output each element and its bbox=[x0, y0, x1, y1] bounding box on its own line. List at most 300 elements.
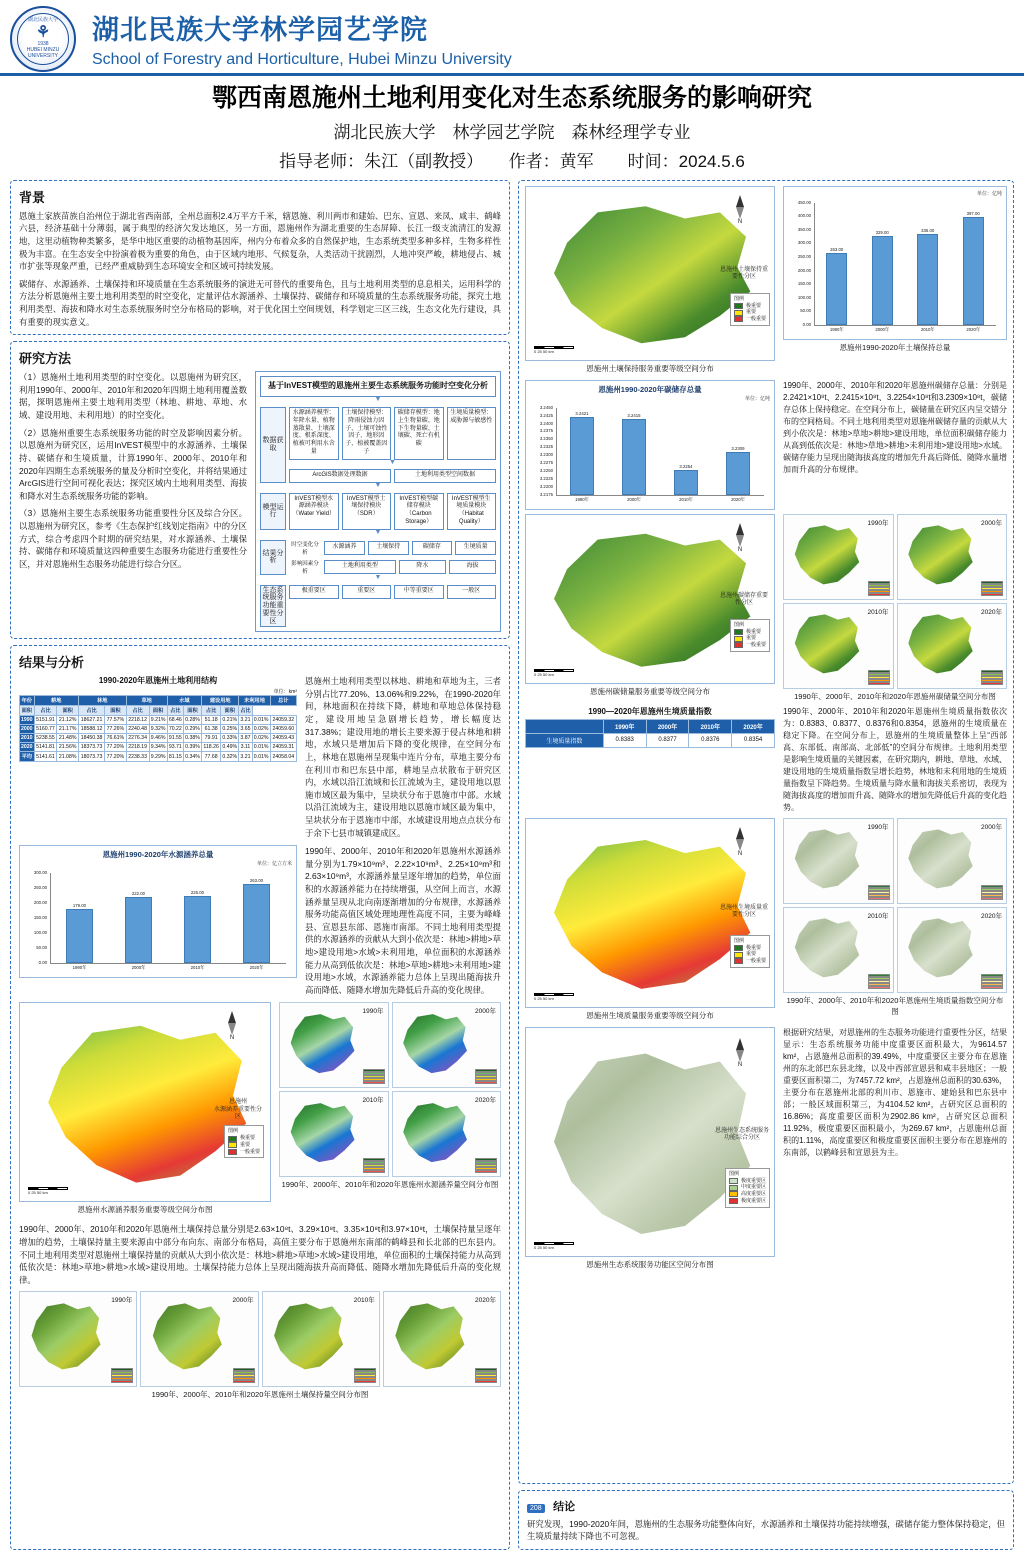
sub-pct-1: 占比 bbox=[34, 706, 57, 716]
zone-paragraph: 根据研究结果，对恩施州的生态服务功能进行重要性分区，结果显示：生态系统服务功能中度重要区面积最大，为9614.57 km²，占恩施州总面积的39.49%，中度重要区主要分布在恩施州的东北部巴东县北缘，以及中西部宣恩县和咸丰县地区；一般重要区面积第二，为7457.72 km²，占恩施州总面积的30.63%，主要分布在恩施州北部的利川市、恩施市、建始县和巴东县中部；一般区域面积第三，为4104.52 km²，占研究区总面积的16.86%；高度重要区面积为2902.86 km²，占研究区总面积11.92%，极度重要区面积最小，为269.67 km²，占恩施州总面积的1.11%，高度重要区和极度重要区面积主要分布在恩施州的东南部，以鹤峰县和宣恩县为主。 bbox=[783, 1027, 1007, 1157]
chart-x-axis bbox=[814, 325, 996, 326]
table-cell: 70.22 bbox=[168, 726, 182, 733]
flow-box-soil-model: 土壤保持模型：降雨侵蚀力因子、土壤可蚀性因子、地形因子、植被覆盖因子 bbox=[342, 407, 392, 460]
sub-area-3: 面积 bbox=[105, 706, 127, 716]
sm-legend bbox=[363, 1158, 385, 1173]
chart-y-tick: 300.00 bbox=[797, 240, 811, 246]
compass-needle-south-icon bbox=[736, 839, 744, 851]
compass-needle-icon bbox=[736, 1038, 744, 1050]
table-cell: 24059.43 bbox=[270, 734, 296, 743]
legend-title-habitat: 图例 bbox=[733, 937, 744, 944]
compass-icon-zone bbox=[736, 1038, 744, 1068]
chart-y-tick: 3.2225 bbox=[539, 475, 553, 481]
sm-habitat-1990 bbox=[783, 818, 894, 904]
legend-label-important: 重要 bbox=[745, 309, 756, 316]
chart-bar bbox=[872, 236, 893, 325]
row-year: 2020 bbox=[20, 744, 33, 751]
map-zone-caption: 恩施州生态系统服务功能区空间分布图 bbox=[586, 1259, 714, 1269]
scalebar-soil: 0 25 50 km bbox=[534, 346, 574, 354]
legend-row-general bbox=[734, 316, 766, 323]
chart-bar bbox=[570, 417, 594, 495]
legend-label-critical: 极重要 bbox=[239, 1135, 255, 1142]
sm-map-shape bbox=[904, 914, 976, 980]
hq-value-2020: 0.8354 bbox=[732, 733, 775, 747]
legend-row-important bbox=[734, 635, 766, 642]
chart-y-axis bbox=[556, 408, 557, 495]
chart-x-axis bbox=[556, 495, 764, 496]
sm-year-label: 2000年 bbox=[232, 1296, 254, 1304]
chart-bar-value: 225.00 bbox=[190, 889, 205, 895]
map-habitat-importance bbox=[525, 818, 775, 1008]
habitat-small-multiples bbox=[783, 818, 1007, 993]
map-carbon-importance bbox=[525, 514, 775, 684]
water-small-multiples-caption: 1990年、2000年、2010年和2020年恩施州水源涵养量空间分布图 bbox=[281, 1180, 499, 1190]
sm-year-label: 2020年 bbox=[981, 912, 1002, 920]
logo-mark-icon: ⚘ bbox=[35, 24, 51, 42]
table-cell: 61.38 bbox=[202, 725, 221, 734]
table-cell: 18627.21 bbox=[78, 716, 104, 725]
sm-carbon-2020 bbox=[897, 603, 1008, 689]
flow-label-factors: 影响因素分析 bbox=[291, 560, 319, 575]
flow-box-carbon-model: 碳储存模型：地上生物量碳、地下生物量碳、土壤碳、死亡有机碳 bbox=[394, 407, 444, 460]
chart-y-tick: 3.2175 bbox=[539, 491, 553, 497]
table-cell: 2238.33 bbox=[126, 752, 149, 762]
page-number-badge: 208 bbox=[527, 1504, 545, 1513]
sm-soil-1990 bbox=[19, 1291, 137, 1387]
chart-bar bbox=[963, 217, 984, 325]
section-results bbox=[10, 645, 510, 1550]
flow-box-landuse-type: 土地利用类型 bbox=[324, 560, 396, 574]
chart-x-tick: 2000年 bbox=[627, 496, 641, 502]
sub-area-5: 面积 bbox=[183, 706, 201, 716]
university-name-cn: 湖北民族大学林学园艺学院 bbox=[92, 15, 428, 45]
chart-y-tick: 3.2200 bbox=[539, 483, 553, 489]
sm-carbon-2010 bbox=[783, 603, 894, 689]
section-background bbox=[10, 180, 510, 335]
flow-box-zone-moderate: 中等重要区 bbox=[394, 585, 444, 599]
chart-x-tick: 2000年 bbox=[875, 326, 890, 332]
table-cell: 77.26% bbox=[106, 726, 125, 733]
table-cell: 0.38% bbox=[185, 735, 200, 742]
sm-map-shape bbox=[391, 1299, 468, 1372]
chart-bar bbox=[184, 896, 211, 964]
chart-x-tick: 2020年 bbox=[249, 965, 264, 971]
sm-year-label: 2000年 bbox=[981, 519, 1002, 527]
chart-y-tick: 3.2325 bbox=[539, 444, 553, 450]
sm-water-2000 bbox=[392, 1002, 502, 1088]
sm-year-label: 2010年 bbox=[867, 912, 889, 920]
sm-legend bbox=[981, 974, 1003, 989]
chart-bar bbox=[125, 897, 152, 964]
logo-year: 1938 bbox=[37, 41, 49, 48]
sm-carbon-1990 bbox=[783, 514, 894, 600]
chart-bar-value: 3.2254 bbox=[679, 463, 693, 469]
table-row bbox=[20, 752, 297, 762]
sub-area-4: 面积 bbox=[149, 706, 167, 716]
soil-paragraph: 1990年、2000年、2010年和2020年恩施州土壤保持总量分别是2.63×10⁸t、3.29×10⁸t、3.35×10⁸t和3.97×10⁸t，土壤保持量呈逐年增加的趋势，土壤保持量主要来源由中部分布向东、南部分布格局，高值主要分布于恩施州东南部的鹤峰县和长北部的巴东县内。不同土地利用类型对恩施州土壤保持量的贡献从大到小依次是：林地>耕地>草地>水域>建设用地，单位面积的土壤保持能力从高到低依次是：林地>草地>耕地>水域>建设用地。土壤保持能力总体上呈现出随海拔升高而降低、随降水增加先降低后升高的变化规律。 bbox=[19, 1224, 501, 1285]
sm-legend bbox=[868, 885, 890, 900]
section-background-title: 背景 bbox=[19, 187, 45, 206]
sm-habitat-2010 bbox=[783, 907, 894, 993]
table-cell: 0.33% bbox=[222, 735, 238, 742]
table-cell: 2218.19 bbox=[126, 743, 149, 752]
table-cell: 21.48% bbox=[58, 735, 77, 742]
flow-box-habitat-quality: 生境质量 bbox=[455, 541, 496, 555]
flow-side-data: 数据获取 bbox=[260, 407, 286, 483]
table-cell: 2276.34 bbox=[126, 734, 149, 743]
row-year: 平均 bbox=[20, 752, 35, 762]
chart-bar-value: 3.2309 bbox=[731, 446, 745, 452]
sm-map-shape bbox=[399, 1099, 470, 1165]
landuse-table bbox=[19, 695, 297, 762]
landuse-table-unit: 单位：km² bbox=[273, 689, 297, 696]
table-row bbox=[20, 716, 297, 725]
sub-area-1: 面积 bbox=[20, 706, 35, 716]
hq-col-2010: 2010年 bbox=[689, 719, 732, 733]
water-small-multiples bbox=[279, 1002, 501, 1177]
table-cell: 18450.38 bbox=[78, 734, 104, 743]
scalebar-habitat: 0 25 50 km bbox=[534, 993, 574, 1001]
sm-carbon-2000 bbox=[897, 514, 1008, 600]
hq-table bbox=[525, 719, 775, 748]
hq-col-2000: 2000年 bbox=[646, 719, 689, 733]
table-cell: 18588.12 bbox=[78, 725, 104, 734]
table-cell: 93.71 bbox=[168, 744, 182, 751]
chart-bar-value: 222.00 bbox=[131, 890, 146, 896]
chart-y-tick: 3.2350 bbox=[539, 436, 553, 442]
habitat-small-multiples-caption: 1990年、2000年、2010年和2020年恩施州生境质量指数空间分布图 bbox=[786, 995, 1004, 1016]
page-title: 鄂西南恩施州土地利用变化对生态系统服务的影响研究 bbox=[211, 84, 812, 112]
chart-y-tick: 200.00 bbox=[33, 900, 47, 906]
chart-bar-value: 263.00 bbox=[249, 878, 264, 884]
chart-y-tick: 250.00 bbox=[33, 885, 47, 891]
section-results-right bbox=[518, 180, 1014, 1484]
map-habitat-inner-title: 恩施州生境质量重要性分区 bbox=[719, 904, 768, 919]
compass-needle-icon bbox=[228, 1011, 236, 1023]
table-cell: 3.21 bbox=[240, 753, 251, 760]
sm-year-label: 2000年 bbox=[475, 1008, 496, 1016]
legend-label-zone-4: 极度重要区 bbox=[740, 1197, 766, 1204]
flow-box-arcgis: ArcGIS数据处理数据 bbox=[289, 469, 391, 483]
flow-box-zone-critical: 极重要区 bbox=[289, 585, 339, 599]
sm-legend bbox=[868, 974, 890, 989]
conclusion-text: 研究发现，1990-2020年间，恩施州的生态服务功能整体向好，水源涵养和土壤保持功能持续增强，碳储存能力整体保持稳定，但生境质量持续下降也不可忽视。 bbox=[527, 1518, 1005, 1542]
sm-map-shape bbox=[904, 825, 976, 891]
legend-row-zone-3 bbox=[729, 1191, 766, 1198]
sm-legend bbox=[233, 1368, 255, 1383]
flow-arrow-1: ▼ bbox=[374, 396, 382, 404]
right-column bbox=[518, 180, 1014, 1550]
table-cell: 9.46% bbox=[150, 735, 166, 742]
chart-y-tick: 0.00 bbox=[38, 960, 47, 966]
sm-legend bbox=[354, 1368, 376, 1383]
table-cell: 118.26 bbox=[203, 744, 219, 751]
hq-value-1990: 0.8383 bbox=[603, 733, 646, 747]
chart-soil-unit: 单位：亿吨 bbox=[976, 190, 1002, 197]
col-forest: 林地 bbox=[78, 696, 126, 706]
sub-pct-2: 占比 bbox=[78, 706, 104, 716]
chart-x-tick: 2020年 bbox=[966, 326, 981, 332]
row-year: 1990 bbox=[20, 717, 33, 724]
table-cell: 0.49% bbox=[222, 744, 238, 751]
sm-legend bbox=[475, 1069, 497, 1084]
table-cell: 3.11 bbox=[240, 744, 251, 751]
table-cell: 68.46 bbox=[168, 717, 182, 724]
sm-soil-2010 bbox=[262, 1291, 380, 1387]
table-cell: 24059.31 bbox=[270, 743, 296, 752]
map-habitat-legend bbox=[730, 935, 770, 968]
chart-y-tick: 300.00 bbox=[33, 870, 47, 876]
logo-text-cn: 湖北民族大学 bbox=[27, 17, 58, 24]
table-cell: 18073.73 bbox=[78, 752, 104, 762]
sm-map-shape bbox=[791, 610, 863, 676]
chart-x-tick: 2020年 bbox=[731, 496, 745, 502]
scalebar-water: 0 25 50 km bbox=[28, 1187, 68, 1195]
section-methods-title: 研究方法 bbox=[19, 348, 71, 367]
sm-habitat-2020 bbox=[897, 907, 1008, 993]
col-year: 年份 bbox=[20, 696, 35, 706]
chart-bar-value: 397.00 bbox=[966, 211, 980, 217]
legend-label-critical: 极重要 bbox=[745, 944, 761, 951]
sm-legend bbox=[981, 670, 1003, 685]
hq-col-blank bbox=[526, 719, 604, 733]
flow-side-zoning: 生态系统服务功能重要性分区 bbox=[260, 585, 286, 627]
chart-soil-caption: 恩施州1990-2020年土壤保持总量 bbox=[839, 342, 951, 352]
table-cell: 79.91 bbox=[202, 734, 221, 743]
chart-water-unit: 单位：亿立方米 bbox=[256, 861, 292, 868]
compass-needle-icon bbox=[736, 827, 744, 839]
sm-legend bbox=[363, 1069, 385, 1084]
sm-water-2020 bbox=[392, 1091, 502, 1177]
chart-y-tick: 100.00 bbox=[797, 294, 811, 300]
table-cell: 18373.73 bbox=[78, 743, 104, 752]
table-cell: 3.87 bbox=[240, 735, 251, 742]
table-cell: 9.29% bbox=[150, 753, 166, 760]
compass-needle-south-icon bbox=[228, 1023, 236, 1035]
chart-y-tick: 3.2400 bbox=[539, 420, 553, 426]
table-cell: 51.18 bbox=[202, 716, 221, 725]
chart-x-tick: 1990年 bbox=[829, 326, 844, 332]
flow-box-carbon-storage: 碳储存 bbox=[412, 541, 453, 555]
legend-swatch-important bbox=[228, 1142, 237, 1148]
chart-water-title: 恩施州1990-2020年水源涵养总量 bbox=[102, 850, 214, 860]
chart-carbon-storage bbox=[525, 380, 775, 510]
chart-x-tick: 1990年 bbox=[72, 965, 87, 971]
table-cell: 5141.81 bbox=[34, 743, 57, 752]
legend-swatch-general bbox=[228, 1149, 237, 1155]
map-habitat-caption: 恩施州生境质量服务重要等级空间分布 bbox=[586, 1010, 714, 1020]
table-cell: 5141.61 bbox=[34, 752, 57, 762]
compass-n-label: N bbox=[737, 546, 743, 553]
compass-needle-icon bbox=[736, 195, 744, 207]
legend-title-water: 图例 bbox=[227, 1128, 238, 1135]
carbon-small-multiples bbox=[783, 514, 1007, 689]
chart-y-tick: 3.2300 bbox=[539, 452, 553, 458]
flow-box-invest-sdr: InVEST模型土壤保持模块（SDR） bbox=[342, 493, 392, 530]
table-cell: 0.01% bbox=[253, 717, 269, 724]
chart-y-tick: 150.00 bbox=[797, 281, 811, 287]
chart-y-tick: 50.00 bbox=[800, 308, 811, 314]
map-soil-legend bbox=[730, 293, 770, 326]
table-cell: 81.15 bbox=[168, 753, 182, 760]
chart-y-axis bbox=[814, 203, 815, 325]
table-cell: 3.65 bbox=[240, 726, 251, 733]
hq-col-2020: 2020年 bbox=[732, 719, 775, 733]
chart-bar-value: 179.00 bbox=[72, 903, 87, 909]
table-cell: 21.17% bbox=[58, 726, 77, 733]
chart-x-tick: 2010年 bbox=[190, 965, 205, 971]
sub-area-2: 面积 bbox=[57, 706, 79, 716]
chart-y-tick: 3.2250 bbox=[539, 468, 553, 474]
table-cell: 0.32% bbox=[222, 753, 238, 760]
legend-title-soil: 图例 bbox=[733, 295, 744, 302]
legend-row-general bbox=[734, 958, 766, 965]
table-cell: 91.55 bbox=[168, 735, 182, 742]
col-grass: 草地 bbox=[126, 696, 167, 706]
flow-arrow-5: ▼ bbox=[374, 573, 382, 581]
sm-legend bbox=[111, 1368, 133, 1383]
sm-legend bbox=[868, 670, 890, 685]
chart-bar bbox=[243, 884, 270, 963]
flow-box-water-model: 水源涵养模型：年降水量、植物蒸散量、土壤深度、根系深度、植被可利用水含量 bbox=[289, 407, 339, 460]
chart-soil-plot bbox=[788, 197, 1002, 337]
table-cell: 0.28% bbox=[185, 717, 200, 724]
table-cell: 2240.48 bbox=[126, 725, 149, 734]
section-conclusion bbox=[518, 1490, 1014, 1550]
table-cell: 0.02% bbox=[253, 726, 269, 733]
map-zone-legend bbox=[725, 1168, 770, 1208]
background-paragraph-2: 碳储存、水源涵养、土壤保持和环境质量在生态系统服务的演进无可替代的重要角色，且与土地利用类型的息息相关，运用科学的方法分析恩施州主要土地利用类型的时空变化，定量评估水源涵养、土壤保持、碳储存和环境质量的生态系统服务功能，探究土地利用类型、海拔和降水对生态系统服务时空分布格局的影响，对于优化国土空间规划，科学划定三区三线，生态文化先行建设，具有重要的现实意义。 bbox=[19, 278, 501, 327]
logo-text-en: HUBEI MINZU UNIVERSITY bbox=[26, 47, 60, 59]
legend-row-critical bbox=[228, 1135, 260, 1142]
legend-label-general: 一般重要 bbox=[239, 1148, 260, 1155]
chart-bar bbox=[622, 419, 646, 495]
sm-water-1990 bbox=[279, 1002, 389, 1088]
sub-pct-5: 占比 bbox=[202, 706, 221, 716]
flow-box-habitat-model: 生境质量模型：威胁源与敏感性 bbox=[447, 407, 497, 460]
legend-row-important bbox=[734, 951, 766, 958]
flow-box-elevation: 海拔 bbox=[449, 560, 496, 574]
sm-soil-2000 bbox=[140, 1291, 258, 1387]
scalebar-graphic bbox=[28, 1187, 68, 1190]
table-cell: 21.56% bbox=[58, 744, 77, 751]
sm-legend bbox=[475, 1368, 497, 1383]
chart-x-tick: 2000年 bbox=[131, 965, 146, 971]
table-row bbox=[20, 734, 297, 743]
chart-y-tick: 3.2375 bbox=[539, 428, 553, 434]
sm-year-label: 1990年 bbox=[362, 1008, 384, 1016]
sm-habitat-2000 bbox=[897, 818, 1008, 904]
chart-y-tick: 3.2450 bbox=[539, 404, 553, 410]
sm-year-label: 2020年 bbox=[475, 1296, 496, 1304]
landuse-paragraph: 恩施州土地利用类型以林地、耕地和草地为主，三者分别占比77.20%、13.06%和9.22%，在1990-2020年间，林地面积在持续下降，耕地和草地总体保持稳定，建设用地呈急剧增长趋势，增长幅度达317.38%；建设用地的增长主要来源于侵占林地和耕地，水域只是增加后下降的变化规律，在空间分布上，林地在恩施州呈现集中连片分布，草地主要分布在利川市和巴东县中部，耕地呈点状散布于研究区内，水域以沿江流域和长江流域为主，建设用地以恩施市域区最为集中，呈块状分布于恩施市中部。水域以沿江流域为主，建设用地以恩施市域区最为集中，呈块状分布于恩施市中部，水域建设用地点点状分布于余下七县市城镇建成区。 bbox=[305, 676, 501, 838]
chart-y-tick: 0.00 bbox=[802, 321, 811, 327]
sm-year-label: 2010年 bbox=[867, 608, 889, 616]
compass-needle-icon bbox=[736, 523, 744, 535]
sm-legend bbox=[981, 885, 1003, 900]
legend-title-carbon: 图例 bbox=[733, 621, 744, 628]
legend-label-zone-3: 高度重要区 bbox=[740, 1191, 766, 1197]
chart-y-tick: 450.00 bbox=[797, 199, 811, 205]
water-paragraph: 1990年、2000年、2010年和2020年恩施州水源涵养量分别为1.79×10⁹m³、2.22×10⁹m³、2.25×10⁹m³和2.63×10⁹m³，水源涵养量呈逐年增加的趋势，单位面积的水源涵养能力在持续增强，从空间上而言，水源涵养量呈现从北向南逐渐增加的分布规律，水源涵养服务功能高值区域处理地理性高度不同，主要为峰峰县、宣恩县东部、恩施市南部。不同土地利用类型提供的水源涵养的贡献从大到小依次是：林地>耕地>草地>建设用地>水域>未利用地，单位面积的水源涵养能力从高到低依次是：林地>草地>耕地>未利用地>建设用地>水域，水源涵养能力总体上呈现出随海拔升高而降低、随降水增加先降低后升高的变化规律。 bbox=[305, 846, 501, 995]
chart-y-tick: 350.00 bbox=[797, 226, 811, 232]
flow-box-water-yield: 水源涵养 bbox=[324, 541, 365, 555]
sm-map-shape bbox=[286, 1099, 357, 1165]
chart-bar bbox=[917, 234, 938, 325]
chart-y-tick: 400.00 bbox=[797, 213, 811, 219]
flow-label-spatiotemporal: 时空变化分析 bbox=[291, 541, 319, 556]
col-built: 建设用地 bbox=[202, 696, 239, 706]
chart-bar-value: 3.2421 bbox=[575, 410, 589, 416]
compass-needle-south-icon bbox=[736, 207, 744, 219]
methodology-flowchart bbox=[255, 371, 501, 632]
flow-arrow-2: ▼ bbox=[389, 458, 396, 466]
chart-water-yield bbox=[19, 845, 297, 978]
flow-side-results: 结果分析 bbox=[260, 540, 286, 575]
flow-box-invest-habitat: InVEST模型生境质量模块（Habitat Quality） bbox=[447, 493, 497, 530]
legend-label-general: 一般重要 bbox=[745, 316, 766, 322]
sm-year-label: 2000年 bbox=[981, 823, 1002, 831]
sub-pct-3: 占比 bbox=[126, 706, 149, 716]
legend-row-zone-2 bbox=[729, 1184, 766, 1191]
table-row bbox=[526, 733, 775, 747]
flow-arrow-4: ▼ bbox=[374, 528, 382, 536]
chart-bar bbox=[66, 909, 93, 963]
col-farmland: 耕地 bbox=[34, 696, 78, 706]
chart-y-tick: 50.00 bbox=[36, 945, 47, 951]
university-logo bbox=[10, 6, 76, 72]
table-cell: 3.21 bbox=[240, 717, 251, 724]
scalebar-zone: 0 25 50 km bbox=[534, 1242, 574, 1250]
col-unused: 未利用地 bbox=[239, 696, 270, 706]
conclusion-title: 结论 bbox=[553, 1500, 576, 1513]
hq-row-label: 生境质量指数 bbox=[526, 733, 604, 747]
methods-paragraph-3: （3）恩施州主要生态系统服务功能重要性分区及综合分区。以恩施州为研究区，参考《生态保护红线划定指南》中的分区方式，综合考虑四个时期的研究结果，对水源涵养、土壤保持、碳储存和环境质量这四种重要生态服务功能进行重要性分区，并对恩施州生态服务功能进行综合分区。 bbox=[19, 508, 247, 569]
sm-map-shape bbox=[791, 825, 863, 891]
logo-inner bbox=[17, 13, 69, 65]
chart-y-tick: 3.2425 bbox=[539, 412, 553, 418]
sm-year-label: 2020年 bbox=[981, 608, 1002, 616]
table-cell: 77.68 bbox=[202, 752, 221, 762]
sm-legend bbox=[868, 581, 890, 596]
chart-bar-value: 335.00 bbox=[921, 227, 935, 233]
chart-y-axis bbox=[50, 873, 51, 963]
legend-label-critical: 极重要 bbox=[745, 302, 761, 309]
flow-box-soil-retention: 土壤保持 bbox=[368, 541, 409, 555]
sm-map-shape bbox=[269, 1299, 346, 1372]
map-soil-importance bbox=[525, 186, 775, 361]
sm-map-shape bbox=[286, 1010, 357, 1076]
compass-n-label: N bbox=[229, 1035, 235, 1042]
chart-carbon-plot bbox=[530, 402, 770, 507]
sm-water-2010 bbox=[279, 1091, 389, 1177]
flow-head: 基于InVEST模型的恩施州主要生态系统服务功能时空变化分析 bbox=[260, 376, 496, 397]
map-soil-caption: 恩施州土壤保持服务重要等级空间分布 bbox=[586, 363, 714, 373]
flow-arrow-3: ▼ bbox=[374, 481, 382, 489]
table-row bbox=[20, 725, 297, 734]
legend-row-general bbox=[734, 642, 766, 649]
hq-value-2000: 0.8377 bbox=[646, 733, 689, 747]
map-zone-inner-title: 恩施州生态系统服务功能综合分区 bbox=[714, 1127, 769, 1142]
legend-row-important bbox=[734, 309, 766, 316]
chart-bar bbox=[826, 253, 847, 324]
table-cell: 21.08% bbox=[58, 753, 77, 760]
sm-map-shape bbox=[399, 1010, 470, 1076]
chart-y-tick: 200.00 bbox=[797, 267, 811, 273]
table-cell: 24059.60 bbox=[270, 725, 296, 734]
sub-pct-6: 占比 bbox=[239, 706, 252, 716]
hq-col-1990: 1990年 bbox=[603, 719, 646, 733]
